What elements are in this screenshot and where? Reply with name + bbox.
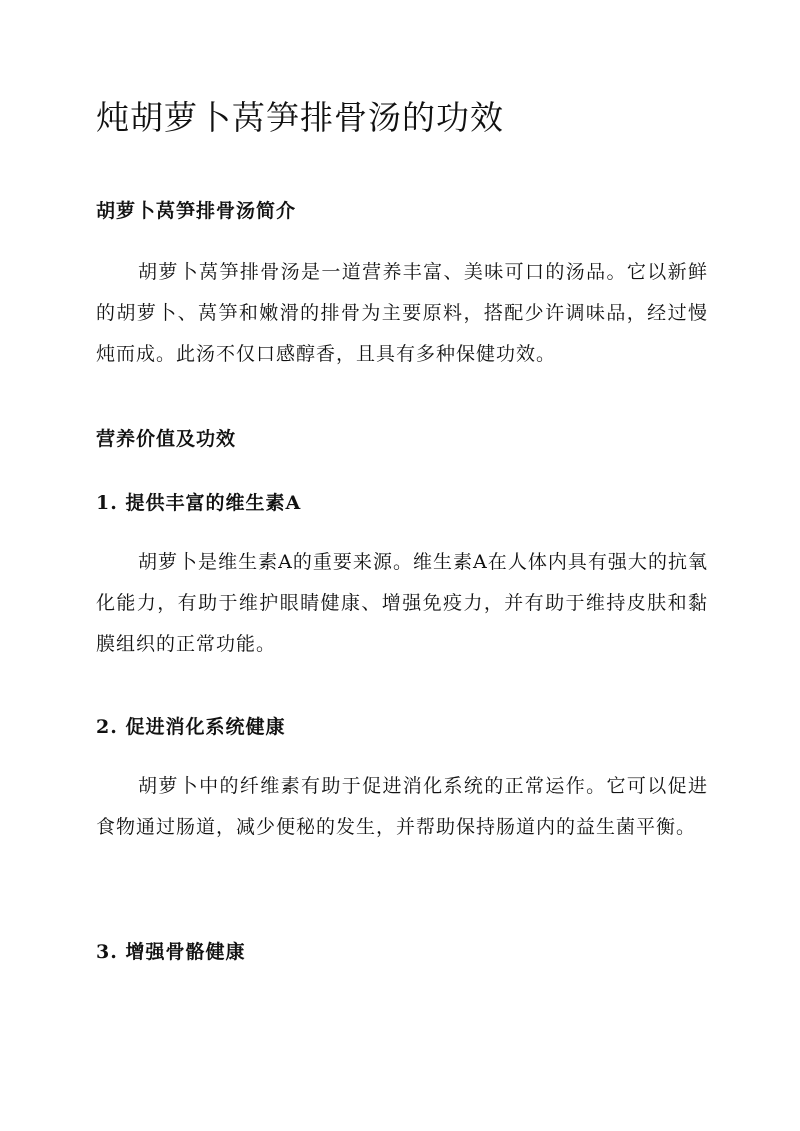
section-heading-intro: 胡萝卜莴笋排骨汤简介 bbox=[96, 200, 297, 222]
section-heading-bone: 3. 增强骨骼健康 bbox=[96, 941, 246, 963]
section-heading-nutrition: 营养价值及功效 bbox=[96, 428, 237, 450]
section-heading-digestion: 2. 促进消化系统健康 bbox=[96, 716, 286, 738]
section-heading-vitamin-a: 1. 提供丰富的维生素A bbox=[96, 492, 302, 514]
document-title: 炖胡萝卜莴笋排骨汤的功效 bbox=[96, 98, 504, 137]
section-paragraph-intro: 胡萝卜莴笋排骨汤是一道营养丰富、美味可口的汤品。它以新鲜的胡萝卜、莴笋和嫩滑的排骨为主要原料，搭配少许调味品，经过慢炖而成。此汤不仅口感醇香，且具有多种保健功效。 bbox=[96, 261, 708, 365]
section-paragraph-digestion: 胡萝卜中的纤维素有助于促进消化系统的正常运作。它可以促进食物通过肠道，减少便秘的发生，并帮助保持肠道内的益生菌平衡。 bbox=[96, 775, 708, 838]
section-paragraph-vitamin-a: 胡萝卜是维生素A的重要来源。维生素A在人体内具有强大的抗氧化能力，有助于维护眼睛健康、增强免疫力，并有助于维持皮肤和黏膜组织的正常功能。 bbox=[96, 551, 708, 655]
